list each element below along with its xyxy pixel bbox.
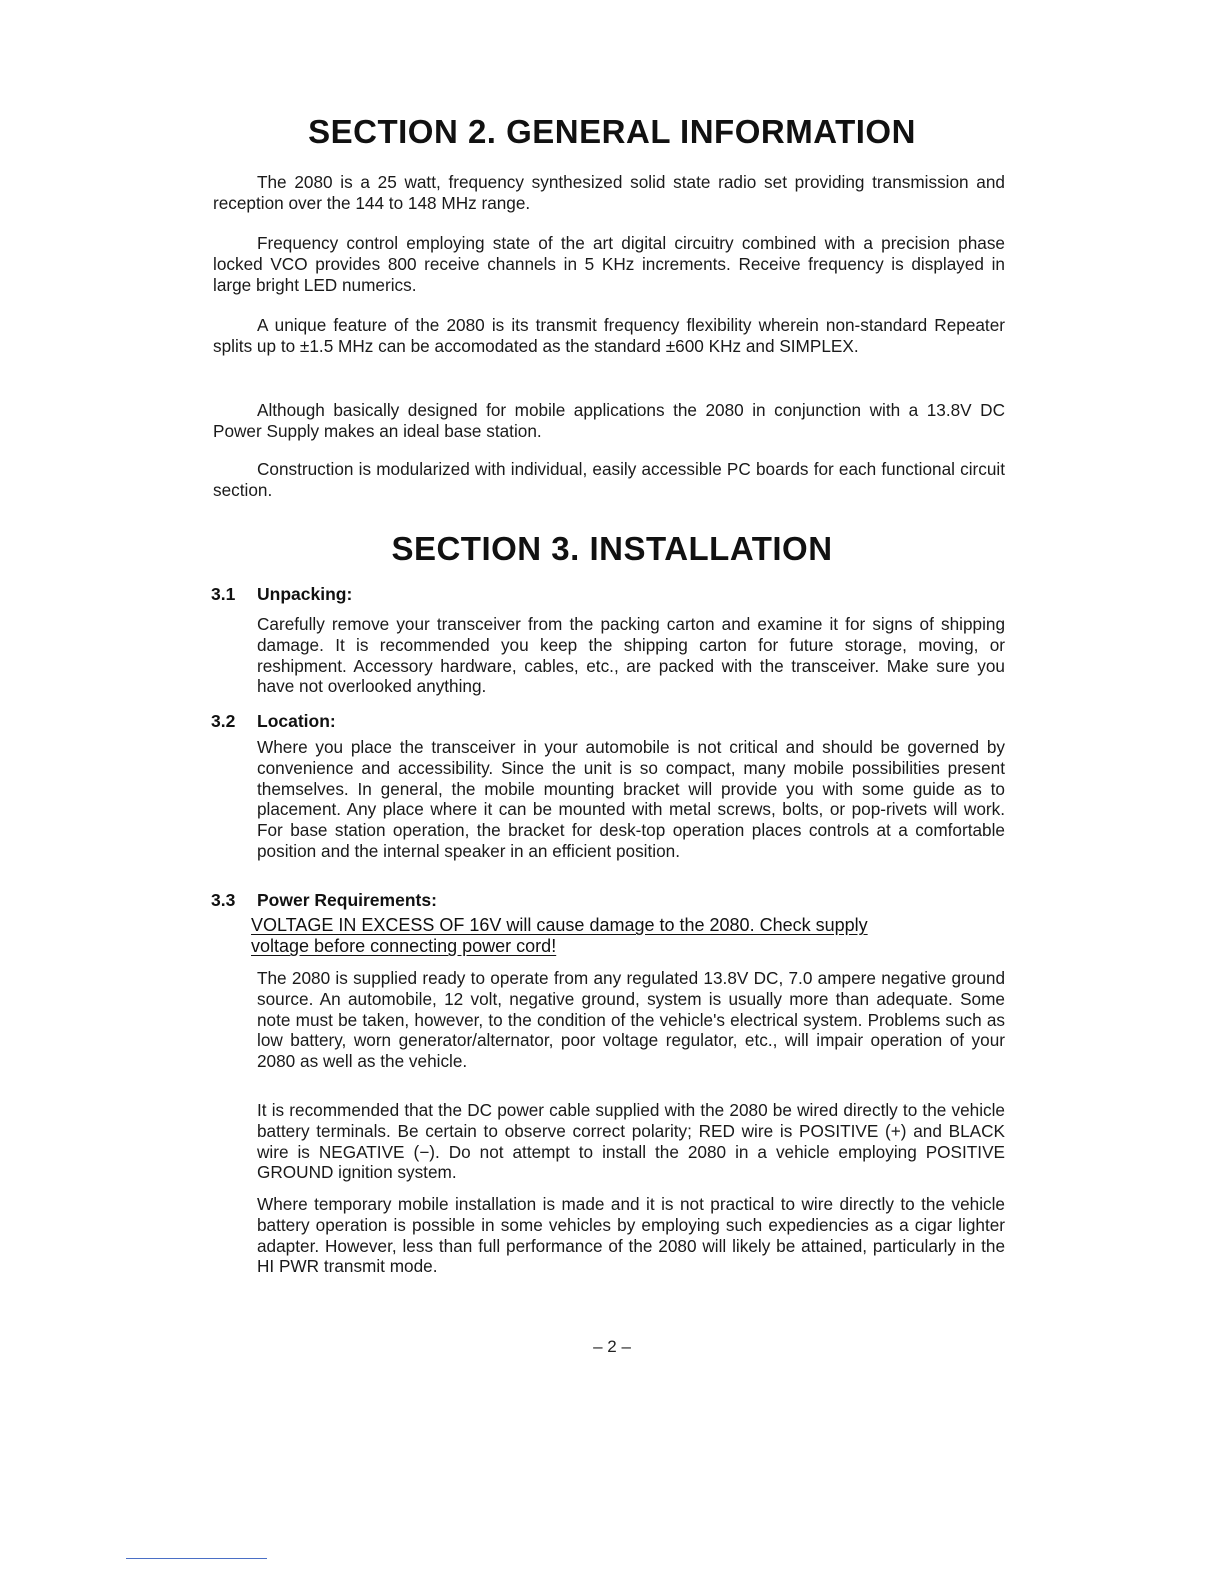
general-info-paragraph-1: The 2080 is a 25 watt, frequency synthesized solid state radio set providing transmission and reception over the 144 to 148 MHz range. <box>213 172 1005 213</box>
power-heading <box>211 890 437 911</box>
location-heading <box>211 711 336 732</box>
unpacking-text: Carefully remove your transceiver from the packing carton and examine it for signs of shipping damage. It is recommended you keep the shipping carton for future storage, moving, or reshipment. Accessory hardware, cables, etc., are packed with the transceiver. Make sure you have not overlooked anything. <box>257 614 1005 697</box>
general-info-paragraph-5: Construction is modularized with individual, easily accessible PC boards for each functional circuit section. <box>213 459 1005 500</box>
voltage-warning <box>251 915 1011 957</box>
page-number: – 2 – <box>593 1337 631 1356</box>
footer-rule <box>126 1558 267 1559</box>
general-info-paragraph-4: Although basically designed for mobile applications the 2080 in conjunction with a 13.8V DC Power Supply makes an ideal base station. <box>213 400 1005 441</box>
power-number: 3.3 <box>211 890 236 910</box>
power-paragraph-1: The 2080 is supplied ready to operate from any regulated 13.8V DC, 7.0 ampere negative ground source. An automobile, 12 volt, negative ground, system is usually more than adequate. Some note must be taken, however, to the condition of the vehicle's electrical system. Problems such as low battery, worn generator/alternator, poor voltage regulator, etc., will impair operation of your 2080 as well as the vehicle. <box>257 968 1005 1072</box>
location-text: Where you place the transceiver in your automobile is not critical and should be governed by convenience and accessibility. Since the unit is so compact, many mobile possibilities present themselves. In general, the mobile mounting bracket will provide you with some guide as to placement. Any place where it can be mounted with metal screws, bolts, or pop-rivets will work. For base station operation, the bracket for desk-top operation places controls at a comfortable position and the internal speaker in an efficient position. <box>257 737 1005 861</box>
unpacking-number: 3.1 <box>211 584 236 604</box>
unpacking-heading <box>211 584 352 605</box>
section-3-title: SECTION 3. INSTALLATION <box>391 530 833 567</box>
unpacking-label: Unpacking: <box>257 584 353 604</box>
general-info-paragraph-2: Frequency control employing state of the art digital circuitry combined with a precision phase locked VCO provides 800 receive channels in 5 KHz increments. Receive frequency is displayed in large bright LED numerics. <box>213 233 1005 295</box>
location-label: Location: <box>257 711 336 731</box>
power-label: Power Requirements: <box>257 890 437 910</box>
location-number: 3.2 <box>211 711 236 731</box>
voltage-warning-line-2: voltage before connecting power cord! <box>251 936 557 956</box>
power-paragraph-3: Where temporary mobile installation is made and it is not practical to wire directly to the vehicle battery operation is possible in some vehicles by employing such expediencies as a cigar lighter adapter. However, less than full performance of the 2080 will likely be attained, particularly in the HI PWR transmit mode. <box>257 1194 1005 1277</box>
section-2-title: SECTION 2. GENERAL INFORMATION <box>308 113 916 150</box>
power-paragraph-2: It is recommended that the DC power cable supplied with the 2080 be wired directly to the vehicle battery terminals. Be certain to observe correct polarity; RED wire is POSITIVE (+) and BLACK wire is NEGATIVE (−). Do not attempt to install the 2080 in a vehicle employing POSITIVE GROUND ignition system. <box>257 1100 1005 1183</box>
voltage-warning-line-1: VOLTAGE IN EXCESS OF 16V will cause damage to the 2080. Check supply <box>251 915 868 935</box>
general-info-paragraph-3: A unique feature of the 2080 is its transmit frequency flexibility wherein non-standard Repeater splits up to ±1.5 MHz can be accomodated as the standard ±600 KHz and SIMPLEX. <box>213 315 1005 356</box>
